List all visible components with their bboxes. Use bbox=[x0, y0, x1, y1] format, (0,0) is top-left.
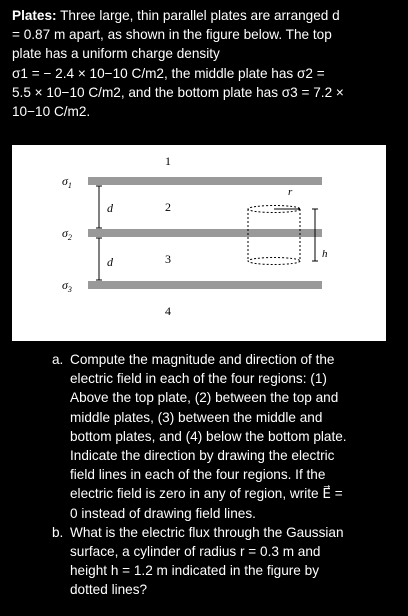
region-1-label: 1 bbox=[165, 154, 171, 168]
top-plate bbox=[88, 177, 322, 185]
bottom-plate bbox=[88, 281, 322, 289]
question-marker: b. bbox=[52, 524, 64, 540]
sigma1-label: $\sigma_1$ bbox=[62, 174, 72, 190]
question-line: Indicate the direction by drawing the electric bbox=[70, 448, 335, 464]
question-list bbox=[12, 350, 400, 600]
question-line: Compute the magnitude and direction of the bbox=[70, 352, 335, 367]
plates-diagram bbox=[12, 145, 386, 341]
region-4-label: 4 bbox=[165, 304, 171, 318]
question-line: What is the electric flux through the Gaussian bbox=[70, 524, 344, 540]
h-label: h bbox=[322, 248, 328, 260]
problem-label: Plates: bbox=[12, 8, 57, 23]
middle-plate bbox=[88, 229, 322, 237]
question-a bbox=[12, 350, 400, 523]
question-marker: a. bbox=[52, 352, 64, 367]
problem-line: 5.5 × 10−10 C/m2, and the bottom plate has σ3 = 7.2 × bbox=[12, 84, 344, 100]
d-bracket-upper bbox=[96, 186, 102, 228]
question-line: electric field is zero in any of region, write E⃗ = bbox=[70, 486, 343, 502]
problem-line: = 0.87 m apart, as shown in the figure below. The top bbox=[12, 27, 332, 43]
plates-figure bbox=[12, 145, 386, 341]
sigma3-label: $\sigma_3$ bbox=[62, 278, 72, 294]
question-line: bottom plates, and (4) below the bottom plate. bbox=[70, 428, 347, 444]
problem-line: 10−10 C/m2. bbox=[12, 104, 91, 120]
problem-line: plate has a uniform charge density bbox=[12, 46, 220, 62]
question-line: electric field in each of the four regions: (1) bbox=[70, 371, 327, 387]
sigma2-label: $\sigma_2$ bbox=[62, 226, 72, 242]
problem-line: Three large, thin parallel plates are arranged d bbox=[56, 8, 340, 23]
problem-line: σ1 = − 2.4 × 10−10 C/m2, the middle plate has σ2 = bbox=[12, 65, 325, 81]
question-b bbox=[12, 523, 400, 600]
region-3-label: 3 bbox=[165, 252, 171, 266]
question-line: field lines in each of the four regions. If the bbox=[70, 467, 326, 483]
region-2-label: 2 bbox=[165, 200, 171, 214]
question-line: height h = 1.2 m indicated in the figure by bbox=[70, 563, 320, 579]
question-line: dotted lines? bbox=[70, 582, 148, 598]
question-line: Above the top plate, (2) between the top and bbox=[70, 390, 339, 406]
question-line: surface, a cylinder of radius r = 0.3 m and bbox=[70, 544, 321, 560]
d-bracket-lower bbox=[96, 238, 102, 280]
d-label-lower: d bbox=[107, 255, 113, 269]
problem-statement bbox=[12, 6, 400, 121]
r-label: r bbox=[288, 186, 293, 198]
d-label-upper: d bbox=[107, 201, 113, 215]
question-line: 0 instead of drawing field lines. bbox=[70, 505, 256, 521]
question-line: middle plates, (3) between the middle and bbox=[70, 409, 323, 425]
